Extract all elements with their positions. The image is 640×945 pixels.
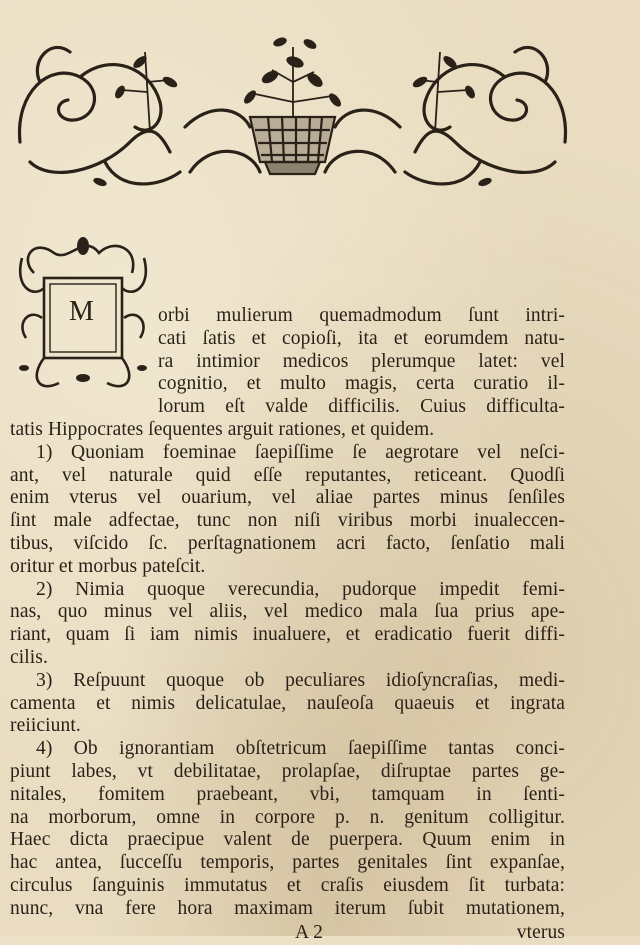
text-line: reiiciunt.: [10, 715, 81, 737]
text-line: 3) Reſpuunt quoque ob peculiares idioſyncraſias, medi-: [36, 669, 565, 691]
initial-letter: M: [69, 296, 94, 327]
text-line: riant, quam ſi iam nimis inualuere, et eradicatio fuerit diffi-: [10, 624, 565, 646]
text-line: ant, vel naturale quid eſſe reputantes, reticeant. Quodſi: [10, 464, 565, 486]
catchword: vterus: [516, 922, 565, 943]
text-line: tibus, viſcido ſc. perſtagnationem acri facto, ſenſatio mali: [10, 532, 565, 554]
text-line: na morborum, omne in corpore p. n. genitum colligitur.: [10, 806, 565, 828]
text-line: nas, quo minus vel aliis, vel medico mala ſua prius ape-: [10, 601, 565, 623]
text-line: nunc, vna fere hora maximam iterum ſubit mutationem,: [10, 897, 565, 919]
text-line: 4) Ob ignorantiam obſtetricum ſaepiſſime tantas conci-: [36, 738, 565, 760]
text-line: ra intimior medicos plerumque latet: vel: [158, 350, 565, 372]
text-line: 1) Quoniam foeminae ſaepiſſime ſe aegrotare vel neſci-: [36, 441, 565, 463]
signature-mark: A 2: [295, 922, 323, 943]
text-line: cognitio, et multo magis, certa curatio il-: [158, 373, 565, 395]
text-line: piunt labes, vt debilitatae, prolapſae, diſruptae partes ge-: [10, 760, 565, 782]
body-text: [10, 305, 565, 921]
text-line: enim vterus vel ouarium, vel aliae partes minus ſenſiles: [10, 487, 565, 509]
text-line: cilis.: [10, 646, 48, 668]
text-line: 2) Nimia quoque verecundia, pudorque impedit femi-: [36, 578, 565, 600]
text-line: cati ſatis et copioſi, ita et eorumdem natu-: [158, 327, 565, 349]
text-line: oritur et morbus pateſcit.: [10, 555, 206, 577]
text-line: camenta et nimis delicatulae, nauſeoſa quaeuis et ingrata: [10, 692, 565, 714]
text-line: ſint male adfectae, tunc non niſi viribus morbi inualeccen-: [10, 510, 565, 532]
ornamental-headpiece: [10, 22, 575, 194]
text-line: tatis Hippocrates ſequentes arguit rationes, et quidem.: [10, 418, 435, 440]
text-line: orbi mulierum quemadmodum ſunt intri-: [158, 305, 565, 326]
text-line: Haec dicta praecipue valent de puerpera. Quum enim in: [10, 829, 565, 851]
text-line: circulus ſanguinis immutatus et craſis eiusdem ſit turbata:: [10, 874, 565, 896]
text-line: hac antea, ſucceſſu temporis, partes genitales ſint expanſae,: [10, 852, 565, 874]
text-line: nitales, fomitem praebeant, vbi, tamquam in ſenti-: [10, 783, 565, 805]
text-line: lorum eſt valde difficilis. Cuius difficulta-: [158, 396, 565, 418]
